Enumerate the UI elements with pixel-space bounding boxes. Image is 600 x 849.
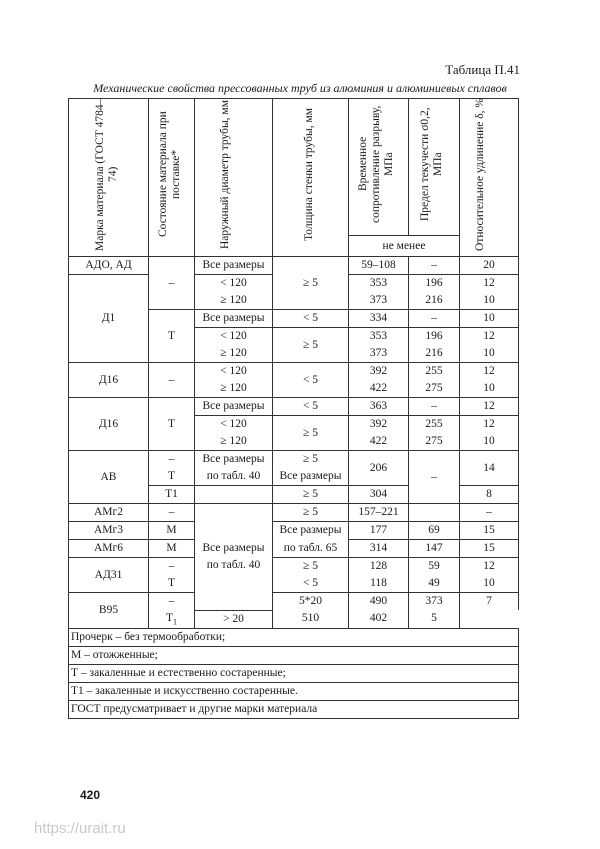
elongation-cell: 7 — [460, 593, 519, 611]
diameter-cell: Все размеры — [195, 310, 273, 328]
note-text: Т1 – закаленные и искусственно состаренные. — [69, 682, 519, 700]
state-cell: – — [149, 257, 195, 310]
note-text: М – отожженные; — [69, 646, 519, 664]
diameter-cell: Все размеры — [195, 257, 273, 275]
strength-cell: 157–221 — [349, 504, 409, 522]
yield-cell: 59 — [409, 558, 460, 576]
properties-table — [68, 98, 519, 719]
state-cell: Т — [149, 575, 195, 593]
grade-cell: В95 — [69, 593, 149, 629]
grade-cell: АД31 — [69, 558, 149, 593]
table-row — [69, 451, 519, 469]
elongation-cell: 8 — [460, 486, 519, 504]
grade-cell: АМг3 — [69, 522, 149, 540]
wall-cell: ≥ 5 — [273, 504, 349, 522]
elongation-cell: 15 — [460, 522, 519, 540]
strength-cell: 304 — [349, 486, 409, 504]
page-number: 420 — [80, 788, 101, 802]
elongation-cell: 10 — [460, 575, 519, 593]
table-row — [69, 363, 519, 381]
wall-cell: < 5 — [273, 575, 349, 593]
state-cell: – — [149, 451, 195, 469]
header-elongation: Относительное удлинение δ, % — [460, 99, 519, 257]
strength-cell: 334 — [349, 310, 409, 328]
yield-cell: – — [409, 398, 460, 416]
grade-cell: АМг6 — [69, 540, 149, 558]
yield-cell: – — [409, 310, 460, 328]
table-row — [69, 504, 519, 522]
diameter-cell: < 120 — [195, 363, 273, 381]
strength-cell: 59–108 — [349, 257, 409, 275]
diameter-cell: Все размеры по табл. 40 — [195, 504, 273, 611]
diameter-cell: ≥ 120 — [195, 380, 273, 398]
strength-cell: 353 — [349, 328, 409, 346]
header-strength: Временное сопротивление разрыву, МПа — [349, 99, 409, 236]
table-label: Таблица П.41 — [445, 62, 520, 77]
elongation-cell: 14 — [460, 451, 519, 486]
strength-cell: 422 — [349, 433, 409, 451]
strength-cell: 392 — [349, 363, 409, 381]
elongation-cell: 10 — [460, 345, 519, 363]
yield-cell: 255 — [409, 363, 460, 381]
state-cell: – — [149, 363, 195, 398]
wall-cell: ≥ 5 — [273, 451, 349, 469]
header-diameter: Наружный диаметр трубы, мм — [195, 99, 273, 257]
wall-cell: > 20 — [195, 610, 273, 628]
elongation-cell: 12 — [460, 416, 519, 434]
strength-cell: 510 — [273, 610, 349, 628]
wall-cell: ≥ 5 — [273, 558, 349, 576]
table-caption: Механические свойства прессованных труб из алюминия и алюминиевых сплавов — [93, 81, 507, 95]
yield-cell: 196 — [409, 275, 460, 293]
yield-cell: 255 — [409, 416, 460, 434]
strength-cell: 206 — [349, 451, 409, 486]
diameter-cell: < 120 — [195, 275, 273, 293]
note-row — [69, 628, 519, 646]
note-text: ГОСТ предусматривает и другие марки материала — [69, 700, 519, 718]
wall-cell: ≥ 5 — [273, 416, 349, 451]
table-row — [69, 593, 519, 611]
grade-cell: АДО, АД — [69, 257, 149, 275]
yield-cell: 196 — [409, 328, 460, 346]
elongation-cell: 12 — [460, 328, 519, 346]
strength-cell: 314 — [349, 540, 409, 558]
table-row — [69, 522, 519, 540]
yield-cell: 216 — [409, 292, 460, 310]
strength-cell: 118 — [349, 575, 409, 593]
elongation-cell: 15 — [460, 540, 519, 558]
state-cell: М — [149, 522, 195, 540]
yield-cell: 402 — [349, 610, 409, 628]
strength-cell: 353 — [349, 275, 409, 293]
diameter-cell: ≥ 120 — [195, 345, 273, 363]
grade-cell: Д1 — [69, 275, 149, 363]
state-cell: Т — [149, 468, 195, 486]
header-grade: Марка материала (ГОСТ 4784–74) — [69, 99, 149, 257]
diameter-cell: Все размеры по табл. 40 — [195, 451, 273, 486]
state-cell: Т — [149, 398, 195, 451]
yield-cell: 49 — [409, 575, 460, 593]
strength-cell: 422 — [349, 380, 409, 398]
note-row — [69, 700, 519, 718]
wall-cell: < 5 — [273, 398, 349, 416]
table-row — [69, 558, 519, 576]
wall-cell: < 5 — [273, 310, 349, 328]
strength-cell: 373 — [349, 292, 409, 310]
yield-cell — [409, 504, 460, 522]
elongation-cell: 20 — [460, 257, 519, 275]
yield-cell: 216 — [409, 345, 460, 363]
elongation-cell: – — [460, 504, 519, 522]
diameter-cell — [195, 486, 273, 504]
strength-cell: 490 — [349, 593, 409, 611]
yield-cell: – — [409, 451, 460, 504]
state-cell: М — [149, 540, 195, 558]
wall-cell: Все размеры — [273, 522, 349, 540]
yield-cell: 69 — [409, 522, 460, 540]
wall-cell: 5*20 — [273, 593, 349, 611]
min-note: не менее — [349, 236, 460, 257]
state-cell: Т1 — [149, 486, 195, 504]
note-row — [69, 664, 519, 682]
wall-cell: по табл. 65 — [273, 540, 349, 558]
strength-cell: 177 — [349, 522, 409, 540]
grade-cell: АВ — [69, 451, 149, 504]
table-row — [69, 257, 519, 275]
grade-cell: Д16 — [69, 363, 149, 398]
header-row — [69, 99, 519, 236]
elongation-cell: 12 — [460, 398, 519, 416]
strength-cell: 363 — [349, 398, 409, 416]
diameter-cell: < 120 — [195, 328, 273, 346]
diameter-cell: ≥ 120 — [195, 433, 273, 451]
wall-cell: ≥ 5 — [273, 486, 349, 504]
note-text: Т – закаленные и естественно состаренные; — [69, 664, 519, 682]
header-wall: Толщина стенки трубы, мм — [273, 99, 349, 257]
watermark: https://urait.ru — [34, 820, 126, 837]
diameter-cell: Все размеры — [195, 398, 273, 416]
yield-cell: 373 — [409, 593, 460, 611]
elongation-cell: 12 — [460, 363, 519, 381]
yield-cell: 275 — [409, 380, 460, 398]
grade-cell: Д16 — [69, 398, 149, 451]
wall-cell: Все размеры — [273, 468, 349, 486]
grade-cell: АМг2 — [69, 504, 149, 522]
elongation-cell: 10 — [460, 310, 519, 328]
state-cell: – — [149, 504, 195, 522]
wall-cell: ≥ 5 — [273, 257, 349, 310]
elongation-cell: 12 — [460, 558, 519, 576]
elongation-cell: 10 — [460, 380, 519, 398]
strength-cell: 128 — [349, 558, 409, 576]
elongation-cell: 10 — [460, 292, 519, 310]
note-row — [69, 646, 519, 664]
diameter-cell: ≥ 120 — [195, 292, 273, 310]
yield-cell: 147 — [409, 540, 460, 558]
wall-cell: < 5 — [273, 363, 349, 398]
elongation-cell: 10 — [460, 433, 519, 451]
table-row — [69, 540, 519, 558]
yield-cell: 275 — [409, 433, 460, 451]
diameter-cell: < 120 — [195, 416, 273, 434]
state-cell: – — [149, 593, 195, 611]
elongation-cell: 12 — [460, 275, 519, 293]
state-cell: – — [149, 558, 195, 576]
header-state: Состояние материала при поставке* — [149, 99, 195, 257]
state-cell: $Т_1$ — [149, 610, 195, 628]
yield-cell: – — [409, 257, 460, 275]
table-row — [69, 398, 519, 416]
wall-cell: ≥ 5 — [273, 328, 349, 363]
strength-cell: 392 — [349, 416, 409, 434]
strength-cell: 373 — [349, 345, 409, 363]
header-yield: Предел текучести σ0,2, МПа — [409, 99, 460, 236]
note-text: Прочерк – без термообработки; — [69, 628, 519, 646]
state-cell: Т — [149, 310, 195, 363]
note-row — [69, 682, 519, 700]
elongation-cell: 5 — [409, 610, 460, 628]
